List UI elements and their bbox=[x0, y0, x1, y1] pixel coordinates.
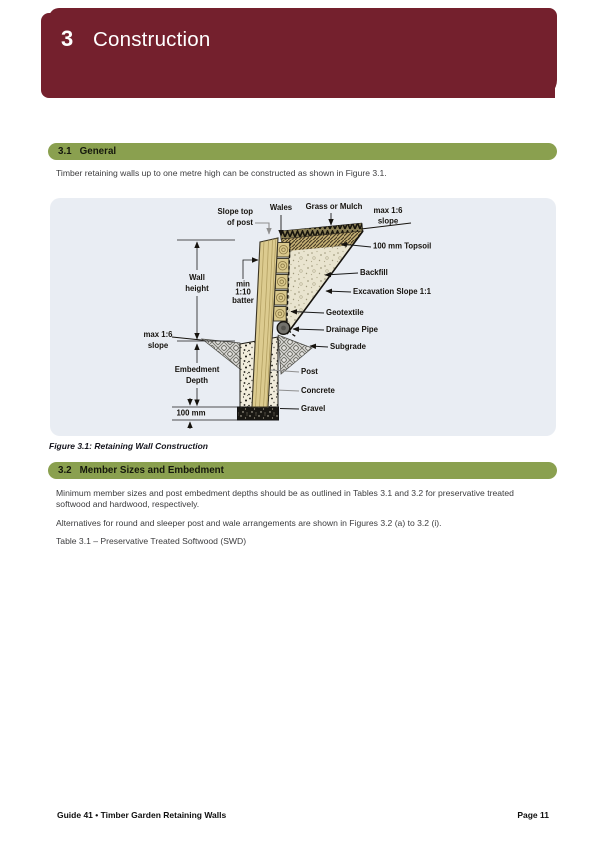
section-number: 3.2 bbox=[58, 465, 72, 476]
label-wales: Wales bbox=[269, 203, 293, 213]
intro-paragraph: Timber retaining walls up to one metre high can be constructed as shown in Figure 3.1. bbox=[56, 168, 387, 178]
footer-page-number: Page 11 bbox=[517, 810, 549, 820]
svg-text:of post: of post bbox=[227, 218, 253, 228]
label-topsoil: 100 mm Topsoil bbox=[373, 241, 432, 251]
label-embedment-depth: Embedment bbox=[174, 365, 220, 375]
figure-panel bbox=[50, 198, 556, 436]
label-batter: min bbox=[236, 279, 250, 289]
label-grass-or-mulch: Grass or Mulch bbox=[305, 202, 363, 212]
svg-text:slope: slope bbox=[377, 216, 399, 226]
label-geotextile: Geotextile bbox=[326, 308, 364, 318]
member-sizes-paragraph bbox=[56, 488, 558, 509]
section-title: General bbox=[79, 146, 117, 157]
footer-guide-title: Guide 41 • Timber Garden Retaining Walls bbox=[57, 810, 227, 820]
paragraph-line: softwood and hardwood, respectively. bbox=[56, 498, 200, 509]
label-backfill: Backfill bbox=[360, 268, 388, 278]
svg-text:height: height bbox=[185, 284, 209, 294]
label-100mm: 100 mm bbox=[176, 408, 206, 418]
section-header-3-1 bbox=[48, 143, 557, 160]
label-excavation-slope: Excavation Slope 1:1 bbox=[353, 287, 431, 297]
label-post: Post bbox=[301, 367, 318, 377]
paragraph-line: Minimum member sizes and post embedment depths should be as outlined in Tables 3.1 and 3.2 for preservative treated bbox=[56, 488, 514, 498]
svg-text:slope: slope bbox=[147, 341, 169, 351]
chapter-title: Construction bbox=[93, 28, 211, 51]
retaining-wall-diagram bbox=[50, 198, 556, 436]
chapter-banner bbox=[49, 8, 557, 98]
svg-text:batter: batter bbox=[232, 296, 254, 306]
alternatives-paragraph: Alternatives for round and sleeper post and wale arrangements are shown in Figures 3.2 (a) to 3.2 (i). bbox=[56, 518, 442, 528]
svg-text:1:10: 1:10 bbox=[235, 287, 251, 297]
label-drainage-pipe: Drainage Pipe bbox=[326, 325, 378, 335]
figure-caption: Figure 3.1: Retaining Wall Construction bbox=[49, 441, 208, 451]
label-subgrade: Subgrade bbox=[330, 342, 366, 352]
label-wall-height: Wall bbox=[189, 273, 205, 283]
section-header-3-2 bbox=[48, 462, 557, 479]
label-slope-top-of-post: Slope top bbox=[217, 207, 253, 217]
label-max-slope-left: max 1:6 bbox=[143, 330, 173, 340]
gravel-base bbox=[238, 407, 279, 420]
section-number: 3.1 bbox=[58, 146, 72, 157]
drainage-pipe bbox=[277, 322, 290, 335]
section-title: Member Sizes and Embedment bbox=[79, 465, 224, 476]
label-gravel: Gravel bbox=[301, 404, 326, 414]
table-title: Table 3.1 – Preservative Treated Softwood (SWD) bbox=[56, 536, 247, 546]
label-concrete: Concrete bbox=[301, 386, 335, 396]
label-max-slope-top: max 1:6 bbox=[373, 206, 403, 216]
svg-text:Depth: Depth bbox=[185, 376, 209, 386]
chapter-number: 3 bbox=[61, 26, 74, 51]
